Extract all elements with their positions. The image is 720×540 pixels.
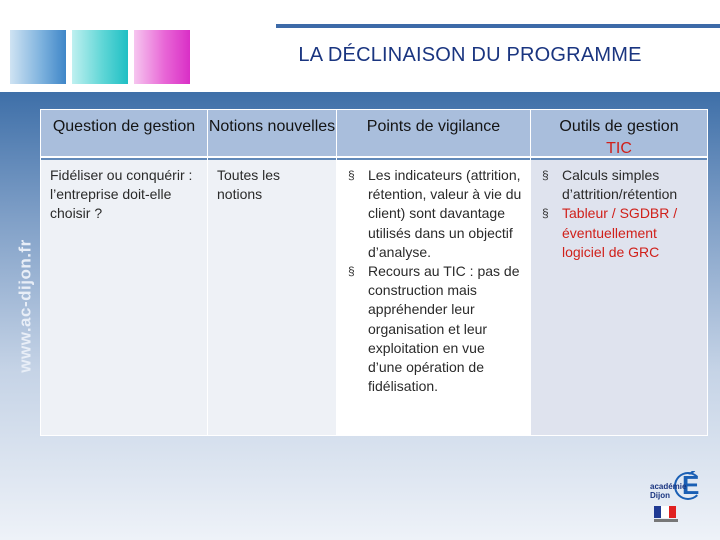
column-vigilance bbox=[337, 110, 531, 435]
header-question bbox=[41, 110, 207, 158]
republique-mark-icon bbox=[654, 519, 678, 522]
vigilance-list bbox=[346, 166, 522, 396]
decorative-square-magenta bbox=[134, 30, 190, 84]
list-item: § Tableur / SGDBR / éventuellement logiciel de GRC bbox=[540, 204, 699, 262]
header-outils bbox=[531, 110, 707, 158]
column-question bbox=[41, 110, 208, 435]
cell-vigilance bbox=[337, 160, 530, 435]
header-outils-accent: TIC bbox=[606, 140, 632, 157]
cell-outils bbox=[531, 160, 707, 435]
program-table bbox=[40, 109, 708, 436]
decorative-square-blue bbox=[10, 30, 66, 84]
cell-question: Fidéliser ou conquérir : l’entreprise doit-elle choisir ? bbox=[41, 160, 207, 435]
side-url-text: www.ac-dijon.fr bbox=[16, 239, 35, 373]
header-vigilance bbox=[337, 110, 530, 158]
logo-text-line2: Dijon bbox=[650, 491, 670, 500]
header-vigilance-label: Points de vigilance bbox=[366, 118, 501, 135]
logo-text-line1: académie bbox=[650, 482, 687, 491]
list-item: § Calculs simples d’attrition/rétention bbox=[540, 166, 699, 204]
outils-list bbox=[540, 166, 699, 262]
side-url bbox=[8, 236, 44, 376]
header-notions-label: Notions nouvelles bbox=[208, 118, 336, 135]
logo-text bbox=[650, 482, 686, 500]
cell-notions: Toutes les notions bbox=[208, 160, 336, 435]
french-flag-icon bbox=[654, 506, 676, 518]
slide-title: LA DÉCLINAISON DU PROGRAMME bbox=[298, 44, 642, 66]
header-notions bbox=[208, 110, 336, 158]
header-rule bbox=[276, 24, 720, 28]
list-item: § Les indicateurs (attrition, rétention, valeur à vie du client) sont davantage utilisés dans un objectif d’analyse. bbox=[346, 166, 522, 262]
decorative-square-cyan bbox=[72, 30, 128, 84]
list-item: § Recours au TIC : pas de construction mais appréhender leur organisation et leur exploitation en vue d’une opération de fidélisation. bbox=[346, 262, 522, 396]
column-notions bbox=[208, 110, 337, 435]
header-question-label: Question de gestion bbox=[52, 118, 196, 135]
header-outils-label: Outils de gestion bbox=[559, 118, 679, 135]
column-outils bbox=[531, 110, 707, 435]
logo-letter: É bbox=[682, 470, 700, 500]
slide-header bbox=[0, 0, 720, 92]
